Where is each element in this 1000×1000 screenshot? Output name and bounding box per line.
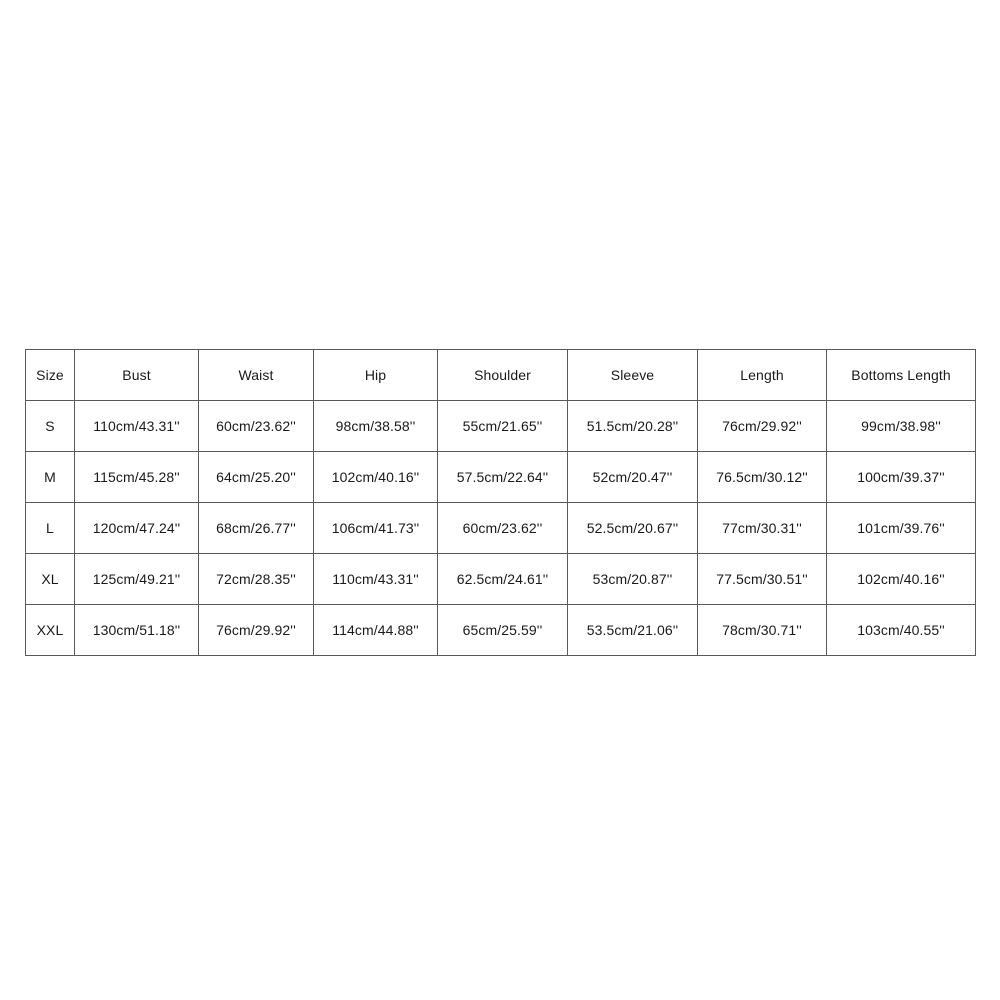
table-cell: 106cm/41.73'' [314, 503, 438, 554]
table-cell: 78cm/30.71'' [698, 605, 827, 656]
table-cell: 102cm/40.16'' [314, 452, 438, 503]
table-cell: 64cm/25.20'' [199, 452, 314, 503]
table-cell: 114cm/44.88'' [314, 605, 438, 656]
size-label: L [26, 503, 75, 554]
table-cell: 76.5cm/30.12'' [698, 452, 827, 503]
table-cell: 110cm/43.31'' [314, 554, 438, 605]
table-header-row [26, 350, 976, 401]
table-cell: 125cm/49.21'' [75, 554, 199, 605]
table-cell: 101cm/39.76'' [827, 503, 976, 554]
table-row [26, 554, 976, 605]
table-cell: 110cm/43.31'' [75, 401, 199, 452]
table-cell: 57.5cm/22.64'' [438, 452, 568, 503]
table-cell: 77.5cm/30.51'' [698, 554, 827, 605]
table-cell: 52.5cm/20.67'' [568, 503, 698, 554]
header-length: Length [698, 350, 827, 401]
size-label: S [26, 401, 75, 452]
size-label: M [26, 452, 75, 503]
table-cell: 76cm/29.92'' [199, 605, 314, 656]
header-shoulder: Shoulder [438, 350, 568, 401]
table-cell: 102cm/40.16'' [827, 554, 976, 605]
table-row [26, 605, 976, 656]
table-cell: 120cm/47.24'' [75, 503, 199, 554]
size-label: XL [26, 554, 75, 605]
table-cell: 53cm/20.87'' [568, 554, 698, 605]
header-size: Size [26, 350, 75, 401]
header-waist: Waist [199, 350, 314, 401]
table-cell: 55cm/21.65'' [438, 401, 568, 452]
size-label: XXL [26, 605, 75, 656]
table-cell: 53.5cm/21.06'' [568, 605, 698, 656]
table-row [26, 452, 976, 503]
table-cell: 62.5cm/24.61'' [438, 554, 568, 605]
table-cell: 99cm/38.98'' [827, 401, 976, 452]
header-hip: Hip [314, 350, 438, 401]
table-cell: 68cm/26.77'' [199, 503, 314, 554]
table-cell: 52cm/20.47'' [568, 452, 698, 503]
table-cell: 60cm/23.62'' [199, 401, 314, 452]
table-row [26, 503, 976, 554]
table-cell: 77cm/30.31'' [698, 503, 827, 554]
header-bottoms-length: Bottoms Length [827, 350, 976, 401]
header-bust: Bust [75, 350, 199, 401]
table-cell: 103cm/40.55'' [827, 605, 976, 656]
table-cell: 130cm/51.18'' [75, 605, 199, 656]
header-sleeve: Sleeve [568, 350, 698, 401]
size-chart-table [25, 349, 976, 656]
table-cell: 115cm/45.28'' [75, 452, 199, 503]
table-row [26, 401, 976, 452]
table-cell: 51.5cm/20.28'' [568, 401, 698, 452]
table-cell: 60cm/23.62'' [438, 503, 568, 554]
table-cell: 98cm/38.58'' [314, 401, 438, 452]
table-cell: 72cm/28.35'' [199, 554, 314, 605]
table-cell: 100cm/39.37'' [827, 452, 976, 503]
table-cell: 76cm/29.92'' [698, 401, 827, 452]
table-cell: 65cm/25.59'' [438, 605, 568, 656]
